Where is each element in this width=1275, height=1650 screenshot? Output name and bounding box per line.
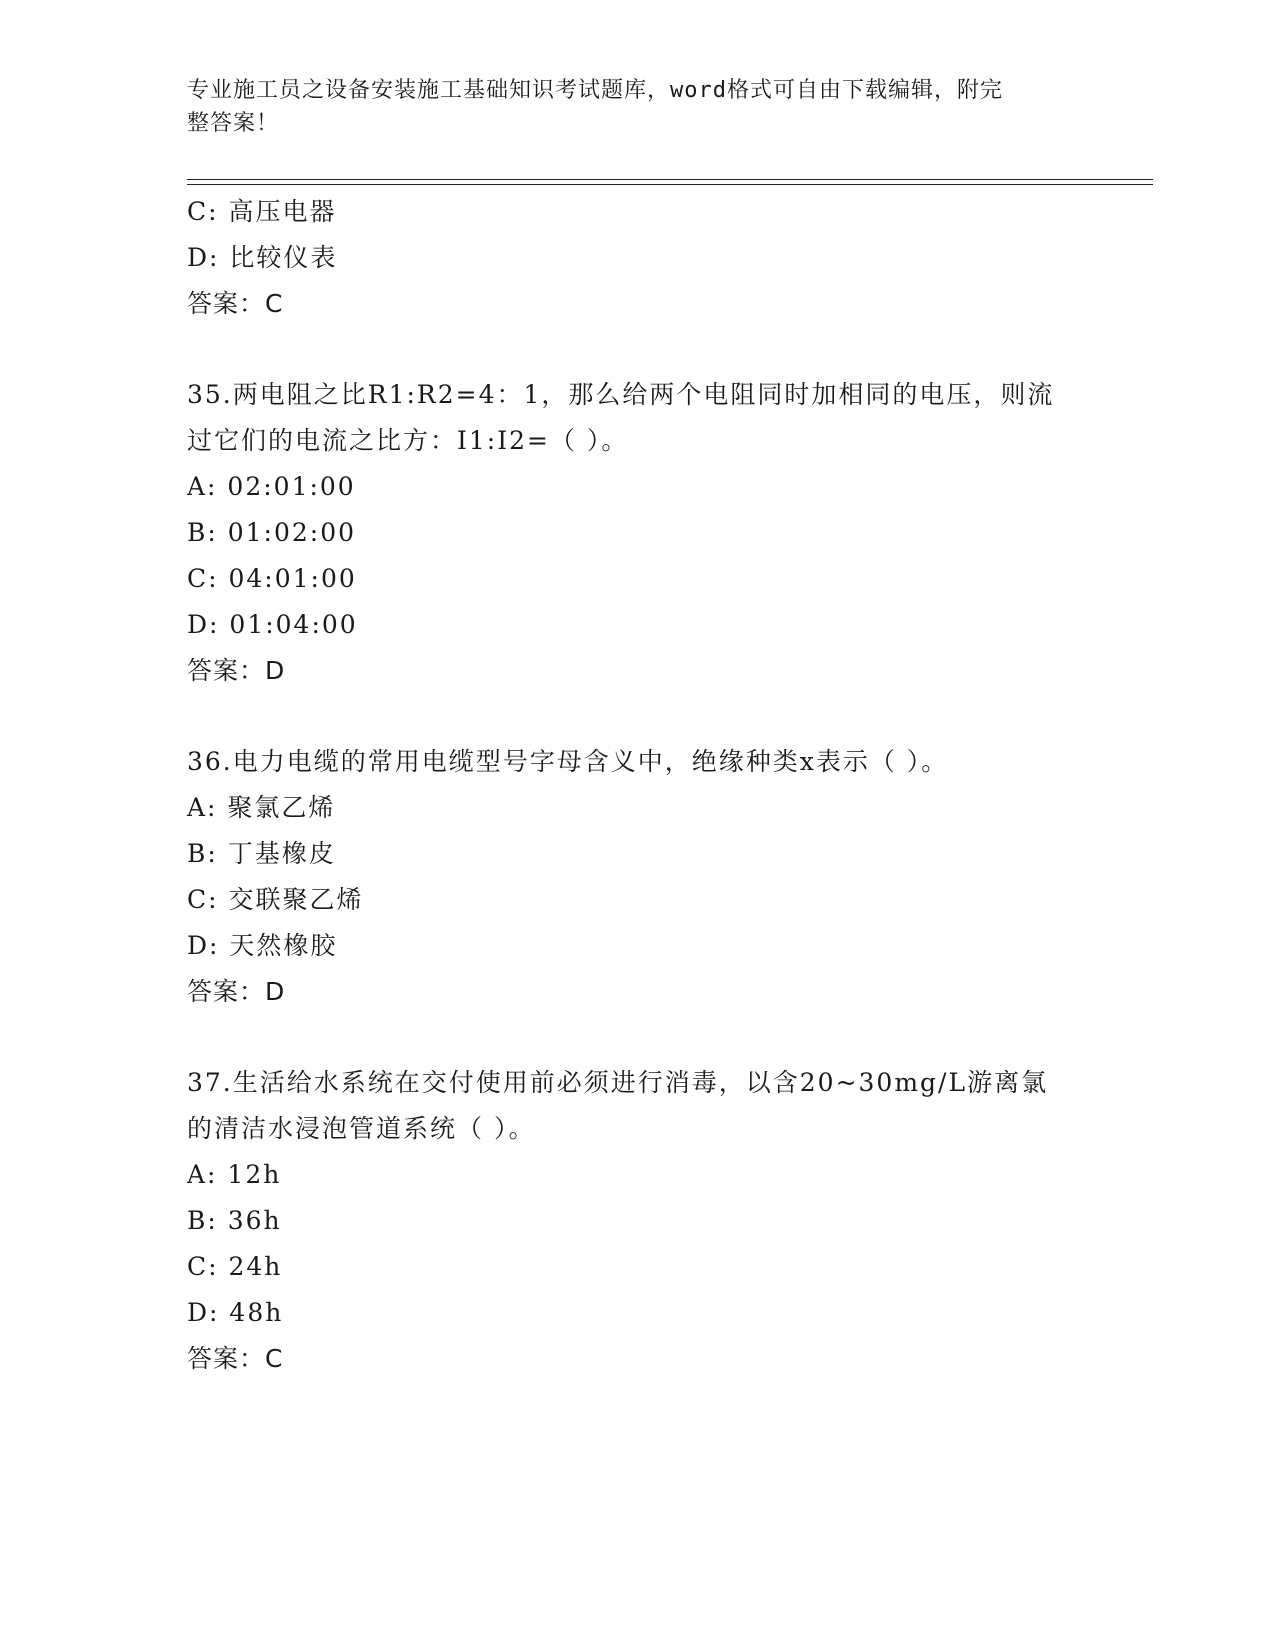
header-line-2: 整答案！ [187, 111, 280, 136]
option-c: C: 高压电器 [187, 197, 337, 226]
option-d: D: 48h [187, 1298, 284, 1327]
question-fragment [187, 189, 1087, 327]
question-stem-line: 37.生活给水系统在交付使用前必须进行消毒，以含20~30mg/L游离氯 [187, 1068, 1049, 1097]
header-divider-top [187, 179, 1153, 180]
option-a: A: 聚氯乙烯 [187, 793, 336, 822]
option-c: C: 04:01:00 [187, 564, 357, 593]
question-content [187, 189, 1087, 1382]
answer-line: 答案：C [187, 289, 284, 318]
option-c: C: 交联聚乙烯 [187, 885, 364, 914]
option-b: B: 01:02:00 [187, 518, 357, 547]
option-d: D: 比较仪表 [187, 243, 338, 272]
answer-line: 答案：D [187, 977, 286, 1006]
option-b: B: 36h [187, 1206, 282, 1235]
question-35 [187, 372, 1087, 694]
question-stem-line: 过它们的电流之比方：I1:I2=（ ）。 [187, 426, 629, 455]
option-b: B: 丁基橡皮 [187, 839, 336, 868]
question-stem-line: 35.两电阻之比R1:R2=4：1，那么给两个电阻同时加相同的电压，则流 [187, 380, 1055, 409]
document-header [187, 74, 1067, 140]
question-36 [187, 739, 1087, 1015]
option-c: C: 24h [187, 1252, 283, 1281]
option-a: A: 02:01:00 [187, 472, 356, 501]
option-d: D: 天然橡胶 [187, 931, 338, 960]
option-d: D: 01:04:00 [187, 610, 358, 639]
question-stem-line: 36.电力电缆的常用电缆型号字母含义中，绝缘种类x表示（ ）。 [187, 747, 949, 776]
option-a: A: 12h [187, 1160, 282, 1189]
answer-line: 答案：D [187, 656, 286, 685]
answer-line: 答案：C [187, 1344, 284, 1373]
header-divider-bottom [187, 184, 1153, 185]
question-37 [187, 1060, 1087, 1382]
header-line-1: 专业施工员之设备安装施工基础知识考试题库，word格式可自由下载编辑，附完 [187, 78, 1003, 103]
question-stem-line: 的清洁水浸泡管道系统（ ）。 [187, 1114, 536, 1143]
